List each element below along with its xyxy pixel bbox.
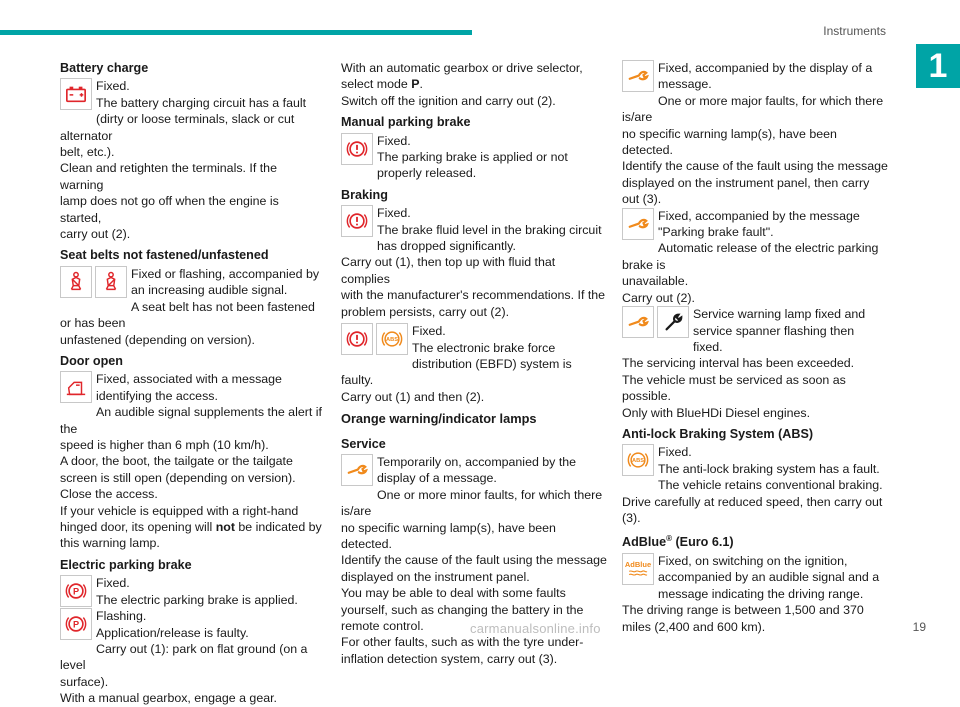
door-icon-text: identifying the access. [96,388,218,403]
adblue-text: Fixed, on switching on the ignition, [658,553,848,568]
body-line: A door, the boot, the tailgate or the tailgate [60,454,293,469]
body-line: unfastened (depending on version). [60,332,255,347]
body-line: problem persists, carry out (2). [341,304,510,319]
column-2 [341,60,607,667]
door-open-icon [60,371,92,403]
service-text: "Parking brake fault". [658,225,774,240]
body-line: Clean and retighten the terminals. If the warning [60,161,277,192]
service-text: display of a message. [377,471,497,486]
body-line: The vehicle must be serviced as soon as [622,372,846,387]
ebfd-text: The electronic brake force [412,340,556,355]
body-line: yourself, such as changing the battery in the [341,602,584,617]
manual-brake-entry [341,133,607,182]
body-line: Switch off the ignition and carry out (2). [341,93,556,108]
adblue-icon [622,553,654,585]
abs-heading: Anti-lock Braking System (ABS) [622,426,814,441]
body-line: You may be able to deal with some faults [341,586,566,601]
svg-text:ABS: ABS [386,337,398,344]
service-spanner-icon [622,208,654,240]
service-heading: Service [341,436,386,451]
abs-orange-icon [376,323,408,355]
bold-not: not [215,519,235,534]
body-line: Carry out (1) and then (2). [341,389,485,404]
column-1 [60,60,322,707]
body-line: this warning lamp. [60,536,160,551]
svg-text:ABS: ABS [632,458,644,465]
text-span: select mode [341,77,412,92]
chapter-number-tab: 1 [916,44,960,88]
braking-text: The brake fluid level in the braking circuit [377,222,602,237]
adblue-heading [622,531,890,551]
service-text: Service warning lamp fixed and [693,307,866,322]
service-interval-entry [622,306,890,421]
body-line: One or more major faults, for which there is/are [622,93,884,125]
body-line: One or more minor faults, for which there is/are [341,487,603,519]
door-icon-text: Fixed, associated with a message [96,372,282,387]
body-line: An audible signal supplements the alert if the [60,405,322,436]
epb-text: The electric parking brake is applied. [96,592,298,607]
body-line: has dropped significantly. [377,239,516,254]
seatbelt-icon [60,266,92,298]
body-line: remote control. [341,619,424,633]
body-line: Automatic release of the electric parking brake is [622,241,879,272]
ebfd-text: Fixed. [412,324,446,339]
body-line: with the manufacturer's recommendations. If the [341,288,606,303]
epb-text: Application/release is faulty. [96,625,249,640]
body-line: If your vehicle is equipped with a right-hand [60,503,299,518]
body-line: miles (2,400 and 600 km). [622,619,766,634]
text-span: . [419,77,423,92]
seatbelt-entry [60,266,322,348]
battery-fault-text: The battery charging circuit has a fault [96,95,307,110]
seatbelt-icon-text: Fixed or flashing, accompanied by [131,266,320,281]
manual-brake-text: Fixed. [377,133,411,148]
body-line [60,519,322,535]
body-line: Only with BlueHDi Diesel engines. [622,405,811,420]
body-line: surface). [60,674,109,689]
body-line: unavailable. [622,274,689,289]
registered-mark: ® [666,534,672,544]
rear-seatbelt-icon [95,266,127,298]
battery-icon [60,78,92,110]
electric-parking-brake-heading: Electric parking brake [60,557,192,572]
abs-text: The anti-lock braking system has a fault. [658,461,880,476]
braking-entry-1 [341,205,607,320]
manual-brake-text: The parking brake is applied or not [377,150,568,165]
braking-heading: Braking [341,187,388,202]
parking-brake-p-icon [60,608,92,640]
seatbelt-icon-text: an increasing audible signal. [131,283,288,298]
body-line: With an automatic gearbox or drive selector, [341,61,583,75]
adblue-entry [622,553,890,635]
battery-charge-heading: Battery charge [60,61,149,75]
body-line: properly released. [377,166,477,181]
body-line: displayed on the instrument panel, then carry [622,175,870,190]
adblue-icon-label: AdBlue [624,560,652,570]
body-line: The vehicle retains conventional braking. [658,478,883,493]
body-line [341,76,607,92]
body-line: Carry out (1): park on flat ground (on a level [60,642,308,673]
body-line: (dirty or loose terminals, slack or cut alternator [60,112,295,143]
body-line: message indicating the driving range. [658,586,864,601]
text-span: be indicated by [234,519,322,534]
watermark: carmanualsonline.info [470,621,601,636]
header-accent-bar [0,30,472,35]
service-text: Fixed, accompanied by the message [658,208,860,223]
abs-entry [622,444,890,526]
orange-lamps-heading: Orange warning/indicator lamps [341,411,537,427]
body-line: Drive carefully at reduced speed, then carry out [622,494,883,509]
body-line: With a manual gearbox, engage a gear. [60,691,277,706]
battery-entry [60,78,322,242]
service-text: message. [658,77,712,92]
epb-entry-1 [60,575,322,608]
body-line: (3). [622,510,641,525]
spanner-icon [657,306,689,338]
body-line: Carry out (2). [622,290,695,305]
braking-text: Fixed. [377,206,411,221]
brake-warning-icon [341,133,373,165]
column-3 [622,60,890,635]
page-section-title: Instruments [823,24,886,38]
door-open-heading: Door open [60,353,123,368]
body-line: possible. [622,389,671,404]
body-line: The servicing interval has been exceeded. [622,356,855,371]
body-line: out (3). [622,192,662,207]
adblue-text: accompanied by an audible signal and a [658,570,880,585]
body-line: Identify the cause of the fault using the message [341,553,607,568]
bold-mode-p: P [411,77,420,92]
body-line: For other faults, such as with the tyre under- [341,635,584,650]
service-text: Temporarily on, accompanied by the [377,454,577,469]
service-spanner-icon [622,306,654,338]
braking-entry-2 [341,323,607,405]
text-span: (Euro 6.1) [671,535,734,550]
body-line: no specific warning lamp(s), have been detected. [622,126,837,158]
text-span: AdBlue [622,535,667,550]
body-line: The driving range is between 1,500 and 370 [622,603,864,618]
body-line: Carry out (1), then top up with fluid that complies [341,255,556,286]
body-line: displayed on the instrument panel. [341,569,530,584]
abs-text: Fixed. [658,445,692,460]
body-line: lamp does not go off when the engine is started, [60,194,279,225]
body-line: inflation detection system, carry out (3). [341,651,558,666]
service-parking-fault-entry [622,208,890,306]
page-number: 19 [912,620,926,634]
svg-text:P: P [72,586,80,597]
parking-brake-p-icon [60,575,92,607]
svg-text:P: P [72,619,80,630]
body-line: belt, etc.). [60,145,115,160]
service-major-entry [622,60,890,208]
body-line: screen is still open (depending on version). [60,470,296,485]
epb-text: Fixed. [96,576,130,591]
text-span: hinged door, its opening will [60,519,216,534]
body-line: carry out (2). [60,227,131,242]
body-line: Close the access. [60,487,158,502]
body-line: no specific warning lamp(s), have been detected. [341,520,556,551]
body-line: A seat belt has not been fastened or has been [60,299,315,331]
service-spanner-icon [341,454,373,486]
brake-warning-icon [341,205,373,237]
service-spanner-icon [622,60,654,92]
service-text: service spanner flashing then [693,323,855,338]
epb-text: Flashing. [96,609,147,624]
battery-fixed-text: Fixed. [96,79,130,94]
brake-warning-icon [341,323,373,355]
body-line: fixed. [693,339,723,354]
abs-orange-icon [622,444,654,476]
body-line: Identify the cause of the fault using the message [622,159,888,174]
body-line: speed is higher than 6 mph (10 km/h). [60,437,269,452]
door-entry [60,371,322,551]
service-text: Fixed, accompanied by the display of a [658,61,873,75]
seat-belts-heading: Seat belts not fastened/unfastened [60,248,269,263]
epb-entry-2 [60,608,322,706]
body-line: distribution (EBFD) system is faulty. [341,356,572,388]
manual-parking-brake-heading: Manual parking brake [341,115,471,130]
